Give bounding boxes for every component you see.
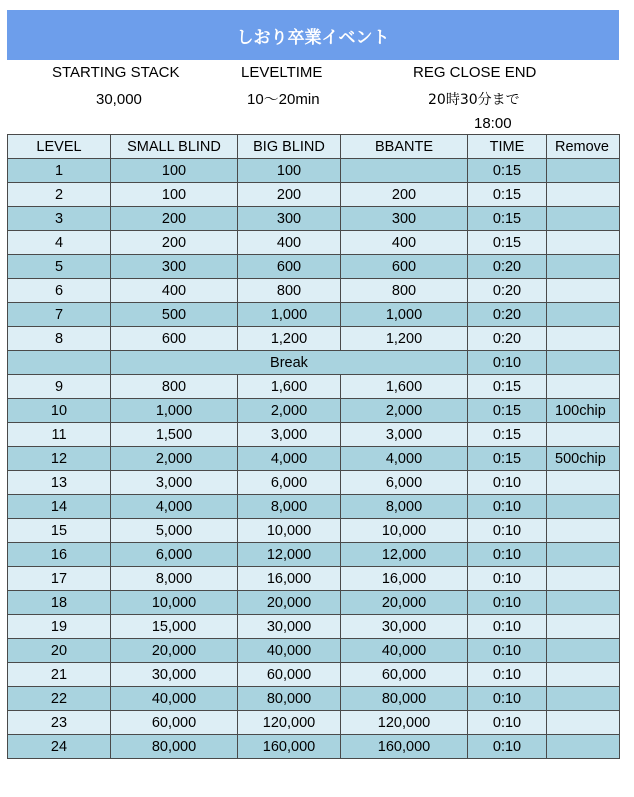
- cell-time: 0:20: [468, 303, 547, 327]
- cell-remove: [547, 639, 620, 663]
- cell-bbante: 30,000: [341, 615, 468, 639]
- cell-big-blind: 1,200: [238, 327, 341, 351]
- cell-big-blind: 12,000: [238, 543, 341, 567]
- reg-close-value: 20時30分まで: [428, 92, 520, 108]
- cell-time: 0:10: [468, 543, 547, 567]
- cell-small-blind: 8,000: [111, 567, 238, 591]
- leveltime-label: LEVELTIME: [241, 64, 323, 81]
- cell-time: 0:15: [468, 231, 547, 255]
- blind-structure-table: [7, 134, 620, 759]
- table-row: [8, 279, 620, 303]
- cell-bbante: 16,000: [341, 567, 468, 591]
- cell-level: 13: [8, 471, 111, 495]
- table-row: [8, 471, 620, 495]
- cell-level: 2: [8, 183, 111, 207]
- cell-bbante: 10,000: [341, 519, 468, 543]
- cell-big-blind: 16,000: [238, 567, 341, 591]
- cell-small-blind: 4,000: [111, 495, 238, 519]
- cell-bbante: 160,000: [341, 735, 468, 759]
- cell-time: 0:10: [468, 591, 547, 615]
- table-row: [8, 183, 620, 207]
- cell-remove: [547, 255, 620, 279]
- cell-big-blind: 3,000: [238, 423, 341, 447]
- cell-big-blind: 100: [238, 159, 341, 183]
- cell-time: 0:20: [468, 255, 547, 279]
- cell-big-blind: 200: [238, 183, 341, 207]
- cell-level: 7: [8, 303, 111, 327]
- table-row: [8, 567, 620, 591]
- cell-level: 4: [8, 231, 111, 255]
- cell-remove: [547, 279, 620, 303]
- cell-remove: [547, 591, 620, 615]
- cell-time: 0:15: [468, 159, 547, 183]
- cell-time: 0:10: [468, 471, 547, 495]
- header-big-blind: BIG BLIND: [238, 135, 341, 159]
- cell-level: 19: [8, 615, 111, 639]
- table-row: [8, 447, 620, 471]
- cell-level: 23: [8, 711, 111, 735]
- cell-remove: [547, 159, 620, 183]
- cell-big-blind: 40,000: [238, 639, 341, 663]
- cell-big-blind: 6,000: [238, 471, 341, 495]
- leveltime-value: 10～20min: [247, 91, 320, 108]
- cell-bbante: 120,000: [341, 711, 468, 735]
- table-row: [8, 207, 620, 231]
- cell-big-blind: 4,000: [238, 447, 341, 471]
- cell-bbante: 6,000: [341, 471, 468, 495]
- cell-level: 9: [8, 375, 111, 399]
- cell-remove: [547, 207, 620, 231]
- cell-level: 6: [8, 279, 111, 303]
- cell-big-blind: 800: [238, 279, 341, 303]
- starting-stack-label: STARTING STACK: [52, 64, 180, 81]
- cell-bbante: 3,000: [341, 423, 468, 447]
- cell-time: 0:15: [468, 207, 547, 231]
- cell-time: 0:10: [468, 639, 547, 663]
- cell-bbante: 400: [341, 231, 468, 255]
- table-row: [8, 303, 620, 327]
- cell-small-blind: 600: [111, 327, 238, 351]
- cell-time: 0:15: [468, 183, 547, 207]
- cell-time: 0:15: [468, 399, 547, 423]
- cell-small-blind: 200: [111, 207, 238, 231]
- table-row: [8, 231, 620, 255]
- cell-level: 18: [8, 591, 111, 615]
- cell-level: 22: [8, 687, 111, 711]
- table-row: [8, 255, 620, 279]
- cell-level: 16: [8, 543, 111, 567]
- cell-remove: [547, 231, 620, 255]
- cell-bbante: 8,000: [341, 495, 468, 519]
- cell-bbante: 1,600: [341, 375, 468, 399]
- cell-level: 10: [8, 399, 111, 423]
- cell-level: 15: [8, 519, 111, 543]
- cell-remove: [547, 711, 620, 735]
- cell-time: 0:10: [468, 495, 547, 519]
- cell-remove: 500chip: [547, 447, 620, 471]
- cell-time: 0:15: [468, 375, 547, 399]
- cell-big-blind: 120,000: [238, 711, 341, 735]
- cell-small-blind: 500: [111, 303, 238, 327]
- cell-level: 3: [8, 207, 111, 231]
- cell-level: 14: [8, 495, 111, 519]
- cell-bbante: 4,000: [341, 447, 468, 471]
- cell-level: [8, 351, 111, 375]
- header-bbante: BBANTE: [341, 135, 468, 159]
- cell-small-blind: 300: [111, 255, 238, 279]
- cell-remove: [547, 495, 620, 519]
- cell-small-blind: 100: [111, 159, 238, 183]
- event-title-banner: [7, 10, 619, 60]
- break-row: [8, 351, 620, 375]
- cell-small-blind: 15,000: [111, 615, 238, 639]
- cell-remove: [547, 327, 620, 351]
- cell-small-blind: 800: [111, 375, 238, 399]
- table-row: [8, 543, 620, 567]
- cell-level: 1: [8, 159, 111, 183]
- cell-bbante: 200: [341, 183, 468, 207]
- table-row: [8, 591, 620, 615]
- cell-bbante: 1,000: [341, 303, 468, 327]
- cell-time: 0:10: [468, 615, 547, 639]
- cell-small-blind: 60,000: [111, 711, 238, 735]
- header-level: LEVEL: [8, 135, 111, 159]
- cell-level: 20: [8, 639, 111, 663]
- header-remove: Remove: [547, 135, 620, 159]
- cell-small-blind: 400: [111, 279, 238, 303]
- cell-big-blind: 400: [238, 231, 341, 255]
- table-row: [8, 711, 620, 735]
- cell-small-blind: 10,000: [111, 591, 238, 615]
- cell-small-blind: 1,000: [111, 399, 238, 423]
- cell-big-blind: 2,000: [238, 399, 341, 423]
- cell-big-blind: 1,600: [238, 375, 341, 399]
- cell-remove: [547, 375, 620, 399]
- cell-bbante: 60,000: [341, 663, 468, 687]
- cell-time: 0:20: [468, 279, 547, 303]
- header-small-blind: SMALL BLIND: [111, 135, 238, 159]
- cell-remove: [547, 303, 620, 327]
- event-title: しおり卒業イベント: [236, 27, 390, 48]
- cell-small-blind: 20,000: [111, 639, 238, 663]
- table-row: [8, 615, 620, 639]
- cell-remove: [547, 351, 620, 375]
- cell-bbante: 2,000: [341, 399, 468, 423]
- cell-time: 0:20: [468, 327, 547, 351]
- cell-small-blind: 200: [111, 231, 238, 255]
- cell-small-blind: 6,000: [111, 543, 238, 567]
- cell-big-blind: 300: [238, 207, 341, 231]
- cell-bbante: 800: [341, 279, 468, 303]
- cell-time: 0:10: [468, 663, 547, 687]
- cell-level: 24: [8, 735, 111, 759]
- cell-remove: [547, 423, 620, 447]
- cell-bbante: [341, 159, 468, 183]
- cell-level: 5: [8, 255, 111, 279]
- cell-big-blind: 30,000: [238, 615, 341, 639]
- cell-remove: [547, 519, 620, 543]
- cell-remove: [547, 183, 620, 207]
- cell-bbante: 12,000: [341, 543, 468, 567]
- cell-remove: [547, 567, 620, 591]
- cell-big-blind: 1,000: [238, 303, 341, 327]
- table-row: [8, 663, 620, 687]
- cell-remove: [547, 735, 620, 759]
- table-row: [8, 687, 620, 711]
- cell-level: 12: [8, 447, 111, 471]
- cell-bbante: 300: [341, 207, 468, 231]
- reg-close-label: REG CLOSE END: [413, 64, 537, 81]
- table-row: [8, 159, 620, 183]
- cell-small-blind: 3,000: [111, 471, 238, 495]
- cell-bbante: 600: [341, 255, 468, 279]
- cell-time: 0:10: [468, 711, 547, 735]
- cell-big-blind: 160,000: [238, 735, 341, 759]
- cell-big-blind: 20,000: [238, 591, 341, 615]
- cell-small-blind: 40,000: [111, 687, 238, 711]
- cell-remove: [547, 471, 620, 495]
- cell-level: 21: [8, 663, 111, 687]
- cell-big-blind: 80,000: [238, 687, 341, 711]
- cell-time: 0:10: [468, 735, 547, 759]
- cell-big-blind: 10,000: [238, 519, 341, 543]
- table-row: [8, 495, 620, 519]
- cell-small-blind: 1,500: [111, 423, 238, 447]
- header-time: TIME: [468, 135, 547, 159]
- table-row: [8, 639, 620, 663]
- cell-level: 17: [8, 567, 111, 591]
- cell-big-blind: 60,000: [238, 663, 341, 687]
- cell-bbante: 80,000: [341, 687, 468, 711]
- cell-time: 0:10: [468, 519, 547, 543]
- table-row: [8, 519, 620, 543]
- table-row: [8, 399, 620, 423]
- table-row: [8, 735, 620, 759]
- table-row: [8, 375, 620, 399]
- cell-time: 0:10: [468, 567, 547, 591]
- table-row: [8, 327, 620, 351]
- cell-small-blind: 2,000: [111, 447, 238, 471]
- starting-stack-value: 30,000: [96, 91, 142, 108]
- table-header-row: [8, 135, 620, 159]
- cell-remove: [547, 687, 620, 711]
- cell-small-blind: 30,000: [111, 663, 238, 687]
- cell-time: 0:15: [468, 423, 547, 447]
- cell-remove: [547, 615, 620, 639]
- cell-big-blind: 8,000: [238, 495, 341, 519]
- cell-small-blind: 100: [111, 183, 238, 207]
- cell-big-blind: 600: [238, 255, 341, 279]
- cell-bbante: 40,000: [341, 639, 468, 663]
- cell-time: 0:10: [468, 687, 547, 711]
- cell-remove: [547, 543, 620, 567]
- reg-close-time: 18:00: [474, 115, 512, 132]
- break-label: Break: [111, 351, 468, 375]
- cell-time: 0:15: [468, 447, 547, 471]
- cell-time: 0:10: [468, 351, 547, 375]
- cell-remove: 100chip: [547, 399, 620, 423]
- cell-small-blind: 80,000: [111, 735, 238, 759]
- cell-level: 11: [8, 423, 111, 447]
- table-row: [8, 423, 620, 447]
- cell-remove: [547, 663, 620, 687]
- cell-bbante: 20,000: [341, 591, 468, 615]
- cell-bbante: 1,200: [341, 327, 468, 351]
- cell-level: 8: [8, 327, 111, 351]
- cell-small-blind: 5,000: [111, 519, 238, 543]
